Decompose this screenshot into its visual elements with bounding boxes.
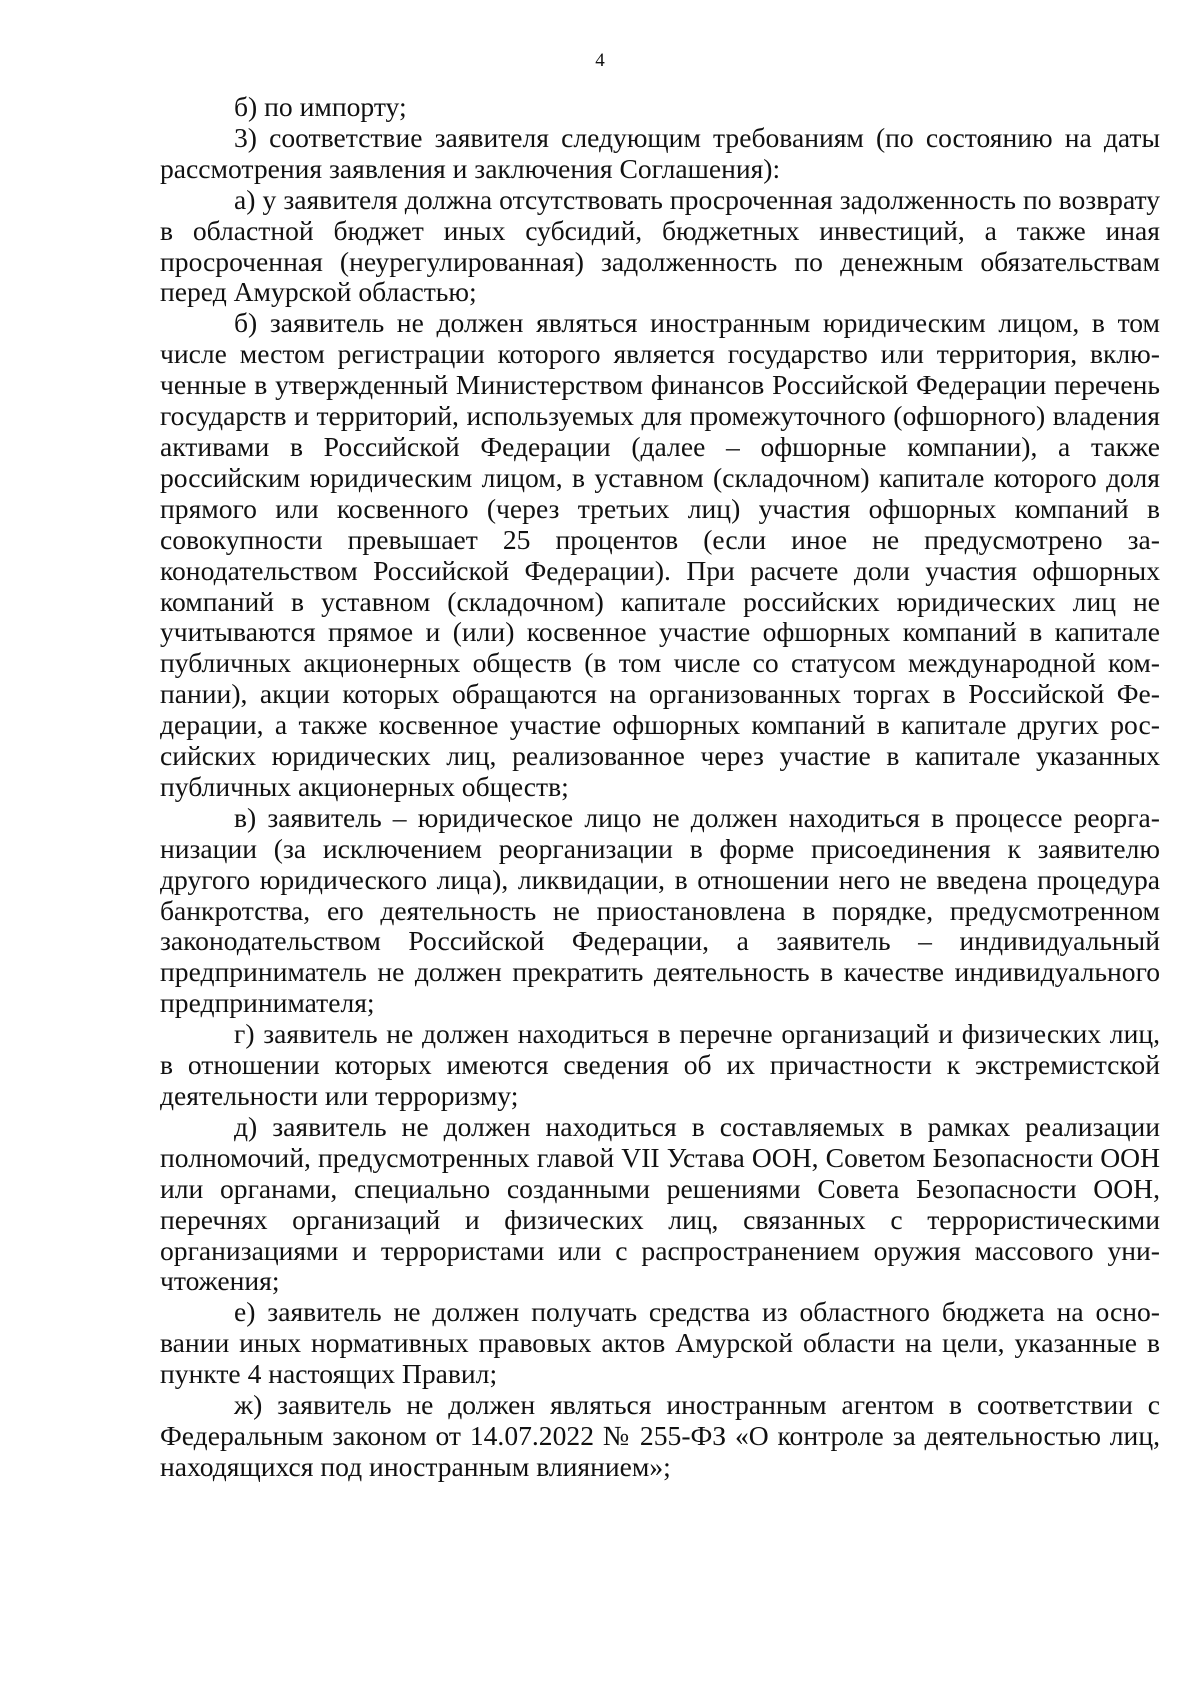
paragraph-requirement-b: б) заявитель не должен являться иностранным юридическим лицом, в том числе местом регистрации которого является государство или территория, включенные в утвержденный Министерством финансов Российской Федерации перечень государств и территорий, используемых для промежуточного (офшорного) владения активами в Российской Федерации (далее – офшорные компании), а также российским юридическим лицом, в уставном (складочном) капитале которого доля прямого или косвенного (через третьих лиц) участия офшорных компаний в совокупности превышает 25 процентов (если иное не предусмотрено законодательством Российской Федерации). При расчете доли участия офшорных компаний в уставном (складочном) капитале российских юридических лиц не учитываются прямое и (или) косвенное участие офшорных компаний в капитале публичных акционерных обществ (в том числе со статусом международной компании), акции которых обращаются на организованных торгах в Российской Федерации, а также косвенное участие офшорных компаний в капитале других российских юридических лиц, реализованное через участие в капитале указанных публичных акционерных обществ; xyxy=(160,307,1160,802)
paragraph-applicant-requirements: 3) соответствие заявителя следующим требованиям (по состоянию на даты рассмотрения заявления и заключения Соглашения): xyxy=(160,121,1160,184)
page-number: 4 xyxy=(595,50,605,71)
paragraph-import: б) по импорту; xyxy=(234,91,407,122)
document-body xyxy=(160,92,1160,1483)
paragraph-requirement-g: г) заявитель не должен находиться в перечне организаций и физических лиц, в отношении которых имеются сведения об их причастности к экстремистской деятельности или терроризму; xyxy=(160,1018,1160,1111)
paragraph-requirement-v: в) заявитель – юридическое лицо не должен находиться в процессе реорганизации (за исключением реорганизации в форме присоединения к заявителю другого юридического лица), ликвидации, в отношении него не введена процедура банкротства, его деятельность не приостановлена в порядке, предусмотренном законодательством Российской Федерации, а заявитель – индивидуальный предприниматель не должен прекратить деятельность в качестве индивидуального предпринимателя; xyxy=(160,801,1160,1019)
paragraph-requirement-a: а) у заявителя должна отсутствовать просроченная задолженность по возврату в областной бюджет иных субсидий, бюджетных инвестиций, а также иная просроченная (неурегулированная) задолженность по денежным обязательствам перед Амурской областью; xyxy=(160,183,1160,308)
paragraph-requirement-zh: ж) заявитель не должен являться иностранным агентом в соответствии с Федеральным законом от 14.07.2022 № 255-ФЗ «О контроле за деятельностью лиц, находящихся под иностранным влиянием»; xyxy=(160,1389,1160,1482)
paragraph-requirement-d: д) заявитель не должен находиться в составляемых в рамках реализации полномочий, предусмотренных главой VII Устава ООН, Советом Безопасности ООН или органами, специально созданными решениями Совета Безопасности ООН, перечнях организаций и физических лиц, связанных с террористическими организациями и террористами или с распространением оружия массового уничтожения; xyxy=(160,1110,1160,1297)
paragraph-requirement-e: е) заявитель не должен получать средства из областного бюджета на основании иных нормативных правовых актов Амурской области на цели, указанные в пункте 4 настоящих Правил; xyxy=(160,1296,1160,1390)
